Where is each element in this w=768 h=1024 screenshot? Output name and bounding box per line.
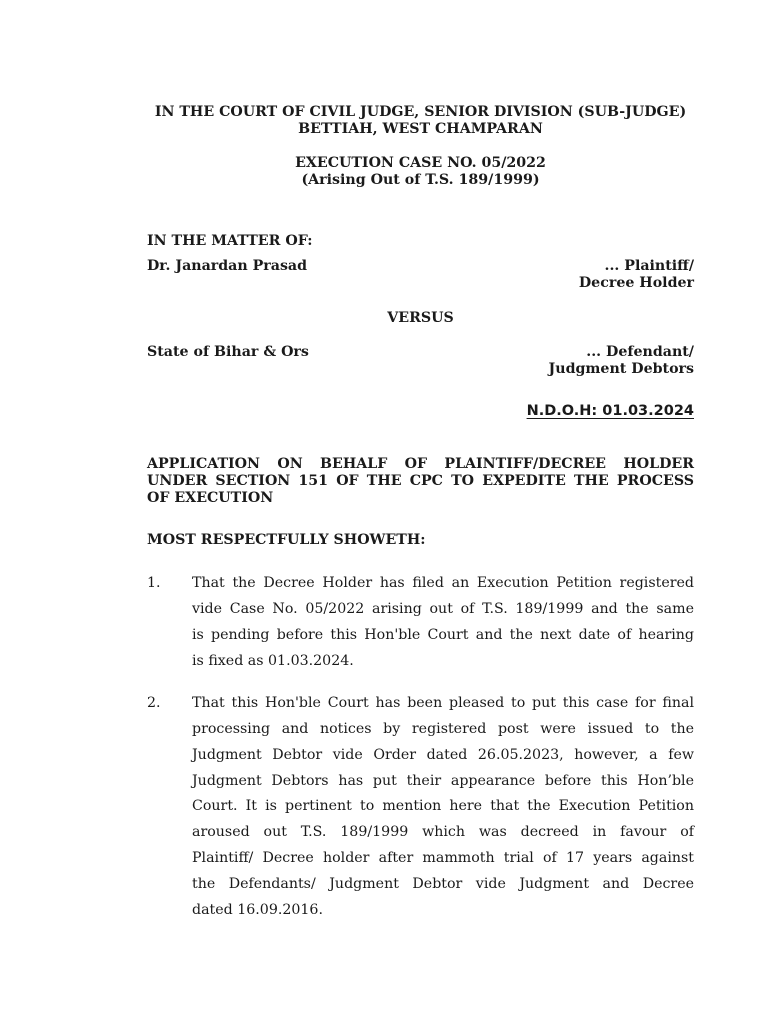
paragraph-2-line-8: the Defendants/ Judgment Debtor vide Judgment and Decree [192,876,694,892]
defendant-role-line-1: ... Defendant/ [586,344,694,360]
application-title-line-3: OF EXECUTION [147,490,274,506]
paragraph-1-line-3: is pending before this Hon'ble Court and the next date of hearing [192,627,694,643]
paragraph-2-line-3: Judgment Debtor vide Order dated 26.05.2023, however, a few [192,747,694,763]
in-the-matter-of: IN THE MATTER OF: [147,233,313,249]
paragraph-1-line-2: vide Case No. 05/2022 arising out of T.S. 189/1999 and the same [192,601,694,617]
paragraph-2-line-4: Judgment Debtors has put their appearance before this Hon’ble [192,773,694,789]
paragraph-2-line-9: dated 16.09.2016. [192,902,323,918]
court-heading-line-2: BETTIAH, WEST CHAMPARAN [298,121,543,137]
case-number: EXECUTION CASE NO. 05/2022 [295,155,546,171]
plaintiff-name: Dr. Janardan Prasad [147,258,308,274]
paragraph-2-line-6: aroused out T.S. 189/1999 which was decreed in favour of [192,824,694,840]
paragraph-2-line-1: That this Hon'ble Court has been pleased to put this case for final [192,695,694,711]
versus-label: VERSUS [387,310,454,326]
paragraph-2-line-7: Plaintiff/ Decree holder after mammoth trial of 17 years against [192,850,694,866]
arising-out-of: (Arising Out of T.S. 189/1999) [301,172,540,188]
application-title-line-1: APPLICATION ON BEHALF OF PLAINTIFF/DECREE HOLDER [147,456,694,472]
defendant-role-line-2: Judgment Debtors [548,361,694,377]
plaintiff-role-line-1: ... Plaintiff/ [604,258,694,274]
showeth-heading: MOST RESPECTFULLY SHOWETH: [147,532,426,548]
paragraph-2-number: 2. [147,695,161,711]
paragraph-1-number: 1. [147,575,161,591]
court-heading-line-1: IN THE COURT OF CIVIL JUDGE, SENIOR DIVISION (SUB-JUDGE) [154,104,687,120]
defendant-name: State of Bihar & Ors [147,344,309,360]
application-title-line-2: UNDER SECTION 151 OF THE CPC TO EXPEDITE THE PROCESS [147,473,694,489]
paragraph-1-line-1: That the Decree Holder has filed an Execution Petition registered [192,575,694,591]
plaintiff-role-line-2: Decree Holder [578,275,694,291]
next-date-of-hearing: N.D.O.H: 01.03.2024 [526,403,694,419]
paragraph-2-line-5: Court. It is pertinent to mention here that the Execution Petition [192,798,694,814]
paragraph-2-line-2: processing and notices by registered post were issued to the [192,721,694,737]
paragraph-1-line-4: is fixed as 01.03.2024. [192,653,354,669]
